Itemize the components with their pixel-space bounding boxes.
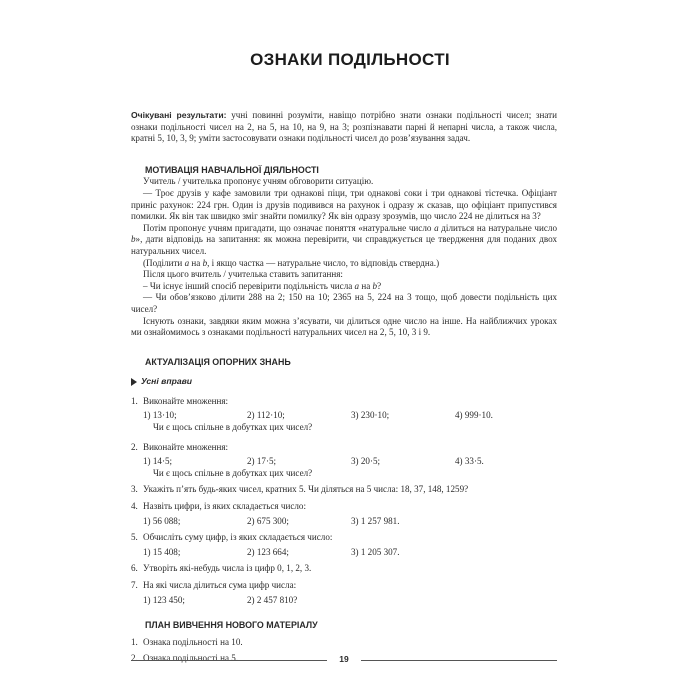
plan-item-text: Ознака подільності на 10. (143, 636, 243, 647)
actualization-heading: АКТУАЛІЗАЦІЯ ОПОРНИХ ЗНАНЬ (145, 356, 291, 367)
motivation-paragraph (131, 223, 557, 258)
motivation-paragraph: Учитель / учителька пропонує учням обговорити ситуацію. (143, 176, 374, 187)
exercise-item: 1) 13·10; (143, 410, 177, 421)
exercise-5 (131, 532, 557, 558)
triangle-marker-icon (131, 378, 137, 386)
exercise-1 (131, 396, 557, 434)
exercise-items (143, 595, 557, 607)
exercise-7 (131, 580, 557, 606)
plan-item-number: 2. (131, 653, 138, 664)
variable: b (202, 257, 208, 268)
expected-results (131, 110, 557, 145)
text-run: (Поділити (143, 257, 185, 268)
subheading-label: Усні вправи (141, 376, 193, 387)
exercise-text: Назвіть цифри, із яких складається число: (143, 501, 306, 512)
content (131, 110, 557, 665)
exercise-number: 6. (131, 563, 138, 574)
exercise-item: 3) 20·5; (351, 456, 381, 467)
variable: a (434, 222, 439, 233)
exercise-item: 1) 14·5; (143, 456, 173, 467)
variable: b (131, 234, 136, 245)
exercise-number: 1. (131, 395, 138, 406)
oral-exercises-subheading (131, 376, 557, 388)
variable: a (184, 257, 190, 268)
text-run: ? (377, 280, 382, 291)
page-number: 19 (339, 654, 349, 664)
motivation-paragraph (131, 281, 557, 293)
exercise-number: 3. (131, 484, 138, 495)
exercise-text: На які числа ділиться сума цифр числа: (143, 580, 297, 590)
text-run: на (359, 280, 373, 291)
exercise-item: 2) 675 300; (247, 515, 289, 526)
exercise-item: 4) 999·10. (455, 410, 493, 421)
expected-results-label: Очікувані результати: (131, 110, 227, 120)
exercise-items (143, 456, 557, 468)
text-run: , і якщо частка — натуральне число, то відповідь ствердна.) (207, 257, 440, 268)
exercise-2 (131, 442, 557, 480)
motivation-paragraph: — Чи обов’язково ділити 288 на 2; 150 на 10; 2365 на 5, 224 на 3 тощо, щоб довести подільність цих чисел? (131, 292, 557, 314)
exercise-number: 5. (131, 532, 138, 543)
exercise-text: Укажіть п’ять будь-яких чисел, кратних 5. Чи діляться на 5 числа: 18, 37, 148, 1259? (143, 484, 469, 495)
exercise-items (143, 410, 557, 422)
exercise-number: 4. (131, 501, 138, 512)
page-title: ОЗНАКИ ПОДІЛЬНОСТІ (250, 50, 450, 69)
exercise-item: 2) 123 664; (247, 546, 289, 557)
exercise-item: 2) 2 457 810? (247, 594, 298, 605)
exercise-items (143, 516, 557, 528)
exercise-number: 7. (131, 580, 138, 590)
plan-item (131, 637, 557, 649)
plan-item-text: Ознака подільності на 5. (143, 653, 239, 664)
motivation-paragraph (131, 258, 557, 270)
text-run: », дати відповідь на запитання: як можна перевірити, чи справджується це твердження для поданих двох натуральних чисел. (131, 234, 557, 256)
exercise-text: Виконайте множення: (143, 395, 229, 406)
motivation-paragraph: — Троє друзів у кафе замовили три однакові піци, три однакові соки і три однакові тістечка. Офіціант приніс рахунок: 224 грн. Один із друзів подивився на рахунок і одразу ж сказав, що офіціант припустився помилки. Як він так швидко зміг знайти помилку? Як він одразу зрозумів, що число 224 не ділиться на 3? (131, 187, 557, 222)
exercise-question: Чи є щось спільне в добутках цих чисел? (153, 467, 313, 478)
motivation-paragraph: Існують ознаки, завдяки яким можна з’ясувати, чи ділиться одне число на інше. На найближчих уроках ми ознайомимось з ознаками подільності натуральних чисел на 2, 5, 10, 3 і 9. (131, 315, 557, 338)
motivation-heading: МОТИВАЦІЯ НАВЧАЛЬНОЇ ДІЯЛЬНОСТІ (145, 164, 319, 175)
expected-results-text: учні повинні розуміти, навіщо потрібно знати ознаки подільності чисел; знати ознаки подільності чисел на 2, на 5, на 10, на 9, на 3; розпізнавати парні й непарні числа, а також числа, кратні 5, 10, 3, 9; уміти застосовувати ознаки подільності чисел до розв’язування задач. (131, 110, 557, 144)
exercise-3 (131, 484, 557, 496)
text-run: ділиться на натуральне число (438, 222, 557, 233)
exercise-item: 2) 17·5; (247, 456, 277, 467)
exercise-item: 1) 56 088; (143, 515, 181, 526)
exercise-items (143, 547, 557, 559)
exercise-6 (131, 563, 557, 575)
exercise-item: 1) 123 450; (143, 594, 185, 605)
text-run: на (189, 257, 203, 268)
exercise-item: 4) 33·5. (455, 456, 484, 467)
plan-item-number: 1. (131, 636, 138, 647)
exercise-text: Обчисліть суму цифр, із яких складається число: (143, 532, 333, 543)
variable: a (354, 280, 360, 291)
motivation-paragraph: Після цього вчитель / учителька ставить запитання: (143, 269, 343, 280)
exercise-item: 2) 112·10; (247, 410, 285, 421)
exercise-item: 1) 15 408; (143, 546, 181, 557)
exercise-item: 3) 1 257 981. (351, 515, 400, 526)
exercise-question: Чи є щось спільне в добутках цих чисел? (153, 422, 313, 433)
exercise-item: 3) 230·10; (351, 410, 390, 421)
variable: b (372, 280, 378, 291)
exercise-item: 3) 1 205 307. (351, 546, 400, 557)
exercise-number: 2. (131, 441, 138, 452)
exercise-4 (131, 501, 557, 527)
text-run: Потім пропонує учням пригадати, що означає поняття «натуральне число (143, 222, 435, 233)
exercise-text: Виконайте множення: (143, 441, 229, 452)
exercise-text: Утворіть які-небудь числа із цифр 0, 1, 2, 3. (143, 563, 312, 574)
plan-heading: ПЛАН ВИВЧЕННЯ НОВОГО МАТЕРІАЛУ (145, 620, 318, 631)
page-footer (131, 654, 557, 666)
footer-rule-right (361, 660, 557, 661)
text-run: – Чи існує інший спосіб перевірити подільність числа (143, 280, 355, 291)
